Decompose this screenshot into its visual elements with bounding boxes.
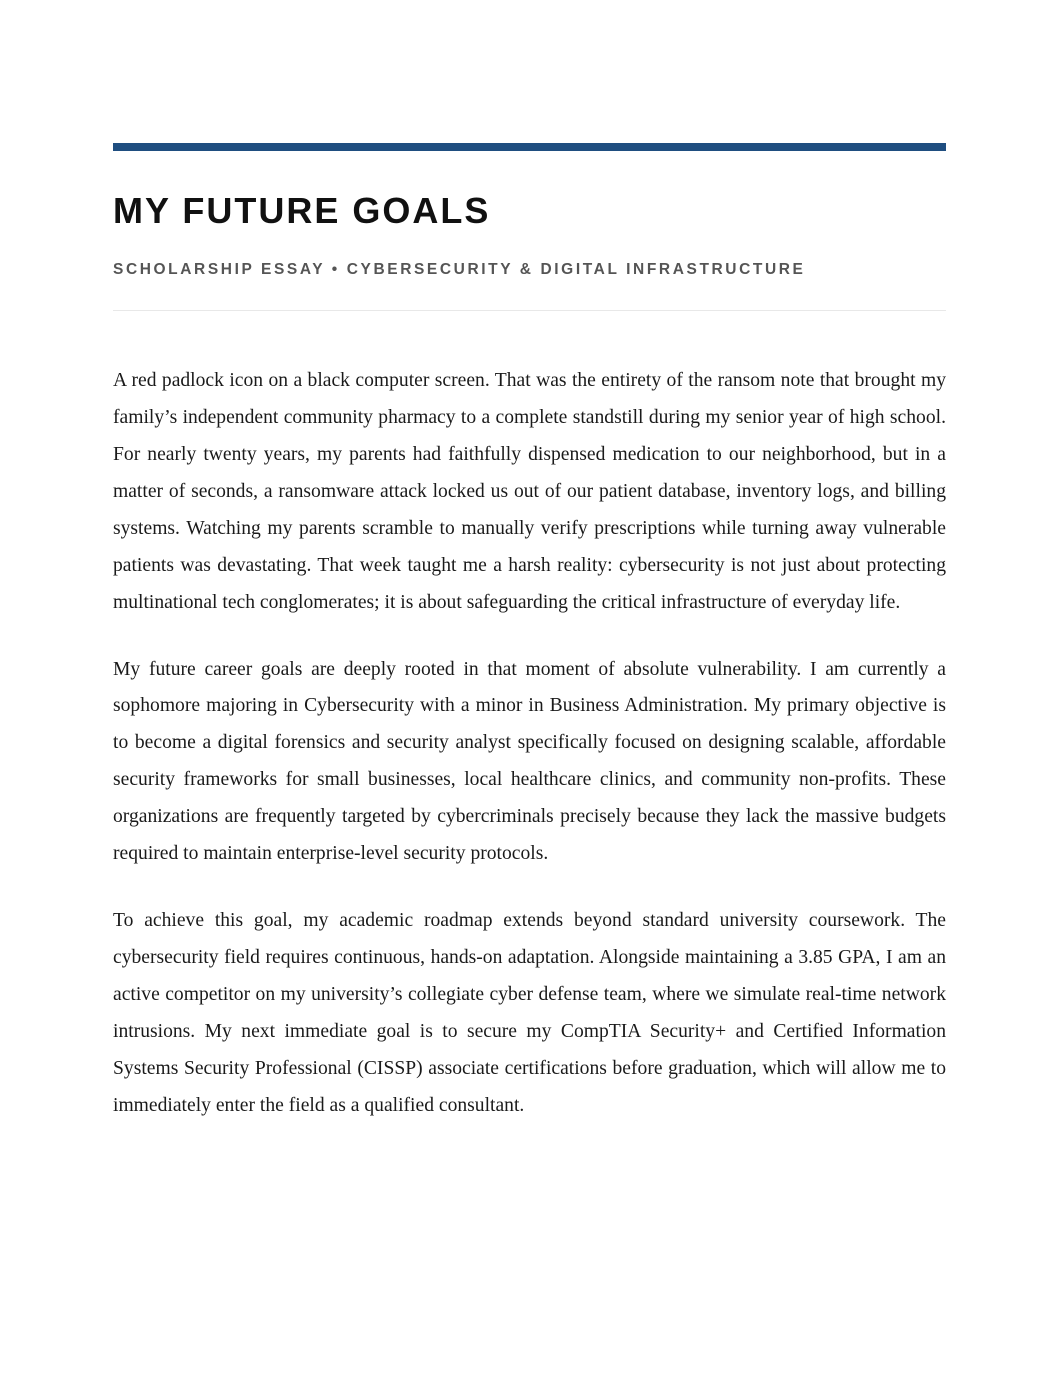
essay-paragraph-1: A red padlock icon on a black computer screen. That was the entirety of the ransom note that brought my family’s independent community pharmacy to a complete standstill during my senior year of high school. For nearly twenty years, my parents had faithfully dispensed medication to our neighborhood, but in a matter of seconds, a ransomware attack locked us out of our patient database, inventory logs, and billing systems. Watching my parents scramble to manually verify prescriptions while turning away vulnerable patients was devastating. That week taught me a harsh reality: cybersecurity is not just about protecting multinational tech conglomerates; it is about safeguarding the critical infrastructure of everyday life. (113, 370, 946, 613)
essay-page (113, 143, 946, 1154)
header-divider (113, 310, 946, 311)
essay-body (113, 363, 946, 1124)
essay-paragraph-3: To achieve this goal, my academic roadmap extends beyond standard university coursework. The cybersecurity field requires continuous, hands-on adaptation. Alongside maintaining a 3.85 GPA, I am an active competitor on my university’s collegiate cyber defense team, where we simulate real-time network intrusions. My next immediate goal is to secure my CompTIA Security+ and Certified Information Systems Security Professional (CISSP) associate certifications before graduation, which will allow me to immediately enter the field as a qualified consultant. (113, 909, 946, 1116)
page-title: MY FUTURE GOALS (113, 190, 491, 231)
top-accent-rule (113, 143, 946, 151)
page-subtitle: SCHOLARSHIP ESSAY • CYBERSECURITY & DIGITAL INFRASTRUCTURE (113, 260, 806, 278)
essay-paragraph-2: My future career goals are deeply rooted in that moment of absolute vulnerability. I am currently a sophomore majoring in Cybersecurity with a minor in Business Administration. My primary objective is to become a digital forensics and security analyst specifically focused on designing scalable, affordable security frameworks for small businesses, local healthcare clinics, and community non-profits. These organizations are frequently targeted by cybercriminals precisely because they lack the massive budgets required to maintain enterprise-level security protocols. (113, 658, 946, 865)
